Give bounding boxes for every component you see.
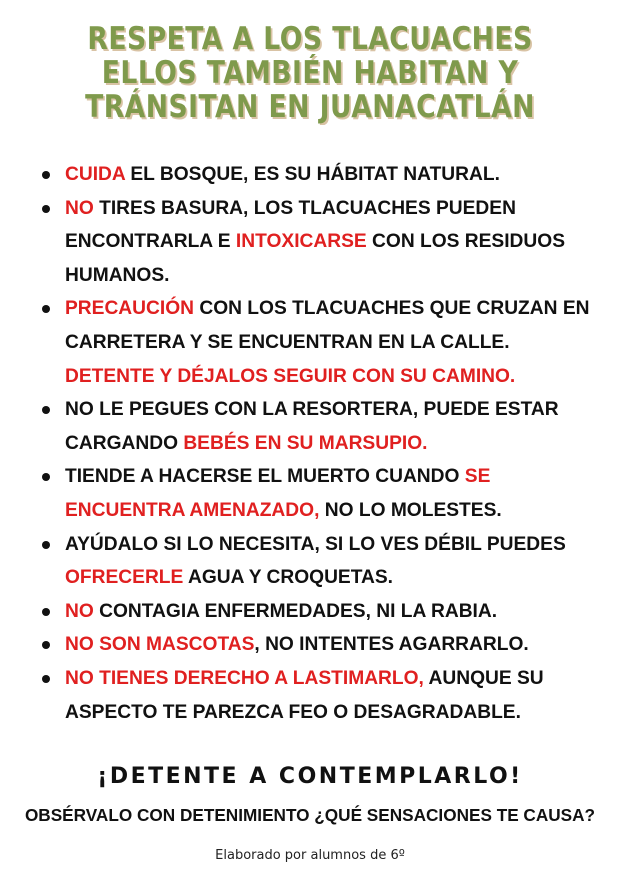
highlight-text: DETENTE Y DÉJALOS SEGUIR CON SU CAMINO. [65, 365, 516, 387]
bullet-dot-icon [42, 205, 50, 213]
list-item [38, 292, 603, 393]
list-item [38, 662, 603, 729]
call-to-action: ¡DETENTE A CONTEMPLARLO! [97, 764, 523, 789]
list-item [38, 528, 603, 595]
body-text: CON LOS TLACUACHES QUE CRUZAN EN CARRETERA Y SE ENCUENTRAN EN LA CALLE. [65, 298, 590, 353]
list-item [38, 393, 603, 460]
highlight-text: PRECAUCIÓN [65, 298, 194, 320]
recommendation-list [38, 158, 603, 729]
bullet-dot-icon [42, 406, 50, 414]
body-text: AYÚDALO SI LO NECESITA, SI LO VES DÉBIL PUEDES [65, 533, 566, 555]
list-item [38, 158, 603, 192]
body-text: EL BOSQUE, ES SU HÁBITAT NATURAL. [125, 164, 500, 185]
highlight-text: NO [65, 197, 94, 219]
bullet-dot-icon [42, 473, 50, 481]
body-text: AUNQUE SU ASPECTO TE PAREZCA FEO O DESAGRADABLE. [65, 667, 544, 723]
body-text: AGUA Y CROQUETAS. [183, 567, 394, 589]
title-line-3: TRÁNSITAN EN JUANACATLÁN [85, 89, 535, 125]
body-text: CON LOS RESIDUOS HUMANOS. [65, 231, 565, 286]
highlight-text: CUIDA [65, 164, 126, 185]
highlight-text: OFRECERLE [65, 567, 184, 589]
highlight-text: NO SON MASCOTAS [65, 634, 255, 656]
title-line-2: ELLOS TAMBIÉN HABITAN Y [101, 55, 519, 91]
highlight-text: SE ENCUENTRA AMENAZADO, [65, 466, 491, 521]
body-text: NO LO MOLESTES. [319, 499, 502, 521]
bullet-dot-icon [42, 171, 50, 179]
bullet-dot-icon [42, 641, 50, 649]
body-text: NO LE PEGUES CON LA RESORTERA, PUEDE ESTAR CARGANDO [65, 399, 559, 454]
highlight-text: BEBÉS EN SU MARSUPIO. [183, 432, 428, 454]
list-item [38, 460, 603, 527]
reflection-question: OBSÉRVALO CON DETENIMIENTO ¿QUÉ SENSACIONES TE CAUSA? [24, 805, 596, 825]
title-line-1: RESPETA A LOS TLACUACHES [87, 21, 533, 57]
list-item [38, 628, 603, 662]
bullet-dot-icon [42, 608, 50, 616]
bullet-dot-icon [42, 675, 50, 683]
body-text: TIENDE A HACERSE EL MUERTO CUANDO [65, 466, 465, 488]
credit-line: Elaborado por alumnos de 6º [215, 848, 405, 863]
highlight-text: INTOXICARSE [235, 231, 367, 253]
highlight-text: NO TIENES DERECHO A LASTIMARLO, [65, 667, 424, 689]
poster-title [43, 22, 576, 124]
body-text: , NO INTENTES AGARRARLO. [254, 634, 529, 656]
bullet-dot-icon [42, 541, 50, 549]
highlight-text: NO [65, 600, 94, 622]
body-text: CONTAGIA ENFERMEDADES, NI LA RABIA. [93, 600, 498, 622]
list-item [38, 192, 603, 293]
list-item [38, 595, 603, 629]
body-text: TIRES BASURA, LOS TLACUACHES PUEDEN ENCONTRARLA E [65, 197, 516, 253]
bullet-dot-icon [42, 305, 50, 313]
